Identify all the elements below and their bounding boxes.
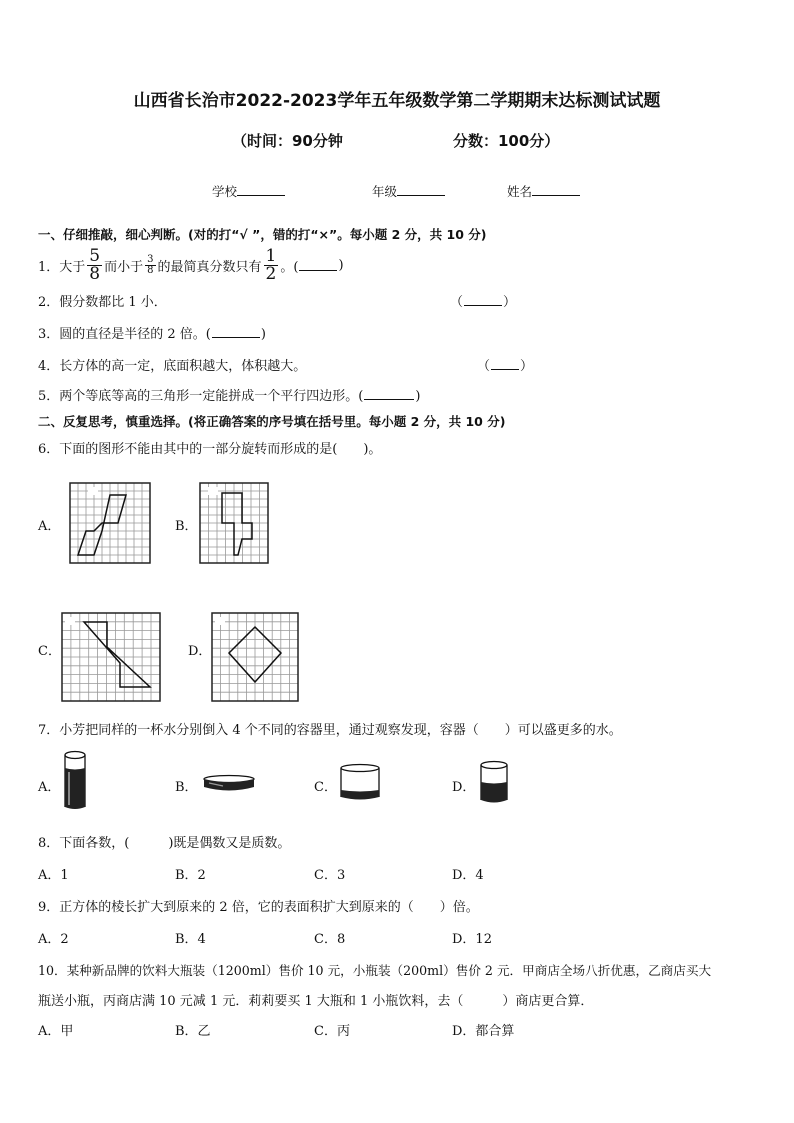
fraction-3-8 (145, 255, 155, 276)
grid-figure-d (212, 613, 298, 701)
q8-option-b[interactable]: B．2 (175, 868, 206, 883)
page-title: 山西省长治市2022-2023学年五年级数学第二学期期末达标测试试题 (133, 91, 661, 111)
question-10-line-1: 10．某种新品牌的饮料大瓶装（1200ml）售价 10 元，小瓶装（200ml）售价 2 元．甲商店全场八折优惠，乙商店买大 (38, 963, 712, 978)
q9-option-a[interactable]: A．2 (38, 932, 69, 947)
question-4-answer[interactable] (477, 355, 533, 374)
q3-text: 3．圆的直径是半径的 2 倍。( (38, 327, 211, 342)
school-field[interactable] (212, 182, 285, 200)
name-blank[interactable] (532, 183, 580, 196)
question-9-text: 9．正方体的棱长扩大到原来的 2 倍，它的表面积扩大到原来的（ ）倍。 (38, 900, 479, 915)
q1-text-a: 大于 (59, 259, 86, 275)
fraction-5-8 (87, 245, 102, 284)
q10-option-d[interactable]: D．都合算 (452, 1024, 515, 1039)
name-label: 姓名 (507, 184, 533, 199)
q1-answer-blank[interactable] (299, 259, 337, 271)
q6-option-a-label[interactable]: A． (38, 519, 61, 534)
q5-paren-close: ) (415, 389, 421, 404)
q3-paren-close: ) (260, 327, 266, 342)
q5-text: 5．两个等底等高的三角形一定能拼成一个平行四边形。( (38, 389, 364, 404)
q8-option-c[interactable]: C．3 (314, 868, 346, 883)
tall-medium-container-icon (480, 760, 508, 806)
medium-container-icon (340, 763, 380, 803)
question-2-text: 2．假分数都比 1 小． (38, 295, 167, 310)
q1-number: 1． (38, 259, 60, 275)
school-blank[interactable] (237, 183, 285, 196)
q1-text-c: 的最简真分数只有 (157, 259, 262, 275)
grid-figure-c (62, 613, 160, 701)
q9-option-c[interactable]: C．8 (314, 932, 346, 947)
question-8-text: 8．下面各数，( )既是偶数又是质数。 (38, 836, 291, 851)
q10-option-c[interactable]: C．丙 (314, 1024, 350, 1039)
question-7-text: 7．小芳把同样的一杯水分别倒入 4 个不同的容器里，通过观察发现，容器（ ）可以盛更多的水。 (38, 723, 622, 738)
frac-numerator: 3 (147, 253, 154, 265)
fraction-1-2 (264, 245, 279, 284)
frac-denominator: 8 (147, 264, 154, 276)
section1-heading: 一、仔细推敲，细心判断。(对的打“√ ”，错的打“×”。每小题 2 分，共 10 分) (38, 227, 487, 242)
q6-option-b-label[interactable]: B． (175, 519, 198, 534)
exam-time: （时间：90分钟 (232, 132, 343, 150)
frac-denominator: 2 (265, 263, 277, 284)
q8-option-d[interactable]: D．4 (452, 868, 484, 883)
q7-option-d-label[interactable]: D． (452, 780, 476, 795)
flat-wide-container-icon (203, 774, 255, 794)
q8-option-a[interactable]: A．1 (38, 868, 69, 883)
frac-numerator: 5 (89, 245, 101, 266)
q1-text-b: 而小于 (104, 259, 144, 275)
grade-field[interactable] (372, 182, 445, 200)
q4-paren-close: ） (520, 359, 534, 374)
frac-denominator: 8 (89, 263, 101, 284)
question-1 (38, 245, 344, 284)
frac-numerator: 1 (265, 245, 277, 266)
q7-option-a-label[interactable]: A． (38, 780, 61, 795)
school-label: 学校 (212, 184, 238, 199)
q1-text-e: ) (338, 257, 344, 273)
q10-option-b[interactable]: B．乙 (175, 1024, 211, 1039)
exam-score: 分数：100分） (453, 132, 560, 150)
question-5 (38, 385, 420, 404)
grade-blank[interactable] (397, 183, 445, 196)
section2-heading: 二、反复思考，慎重选择。(将正确答案的序号填在括号里。每小题 2 分，共 10 分) (38, 414, 506, 429)
q7-option-b-label[interactable]: B． (175, 780, 198, 795)
q7-option-c-label[interactable]: C． (314, 780, 337, 795)
q2-paren-close: ） (503, 295, 517, 310)
q4-paren-open: （ (477, 359, 491, 374)
q1-text-d: 。( (280, 259, 299, 275)
q6-option-c-label[interactable]: C． (38, 644, 61, 659)
tall-narrow-container-icon (64, 750, 86, 812)
q6-option-d-label[interactable]: D． (188, 644, 212, 659)
q2-paren-open: （ (450, 295, 464, 310)
question-3 (38, 323, 266, 342)
question-10-line-2: 瓶送小瓶，丙商店满 10 元减 1 元．莉莉要买 1 大瓶和 1 小瓶饮料，去（ ）商店更合算． (38, 994, 594, 1009)
q3-answer-blank[interactable] (212, 326, 260, 338)
q9-option-b[interactable]: B．4 (175, 932, 206, 947)
question-2-answer[interactable] (450, 291, 516, 310)
grade-label: 年级 (372, 184, 398, 199)
q4-answer-blank[interactable] (491, 358, 519, 370)
q10-option-a[interactable]: A．甲 (38, 1024, 74, 1039)
question-4-text: 4．长方体的高一定，底面积越大，体积越大。 (38, 359, 307, 374)
question-6-text: 6．下面的图形不能由其中的一部分旋转而形成的是( )。 (38, 442, 382, 457)
name-field[interactable] (507, 182, 580, 200)
grid-figure-b (200, 483, 268, 563)
q5-answer-blank[interactable] (364, 388, 414, 400)
grid-figure-a (70, 483, 150, 563)
q9-option-d[interactable]: D．12 (452, 932, 492, 947)
q2-answer-blank[interactable] (464, 294, 502, 306)
